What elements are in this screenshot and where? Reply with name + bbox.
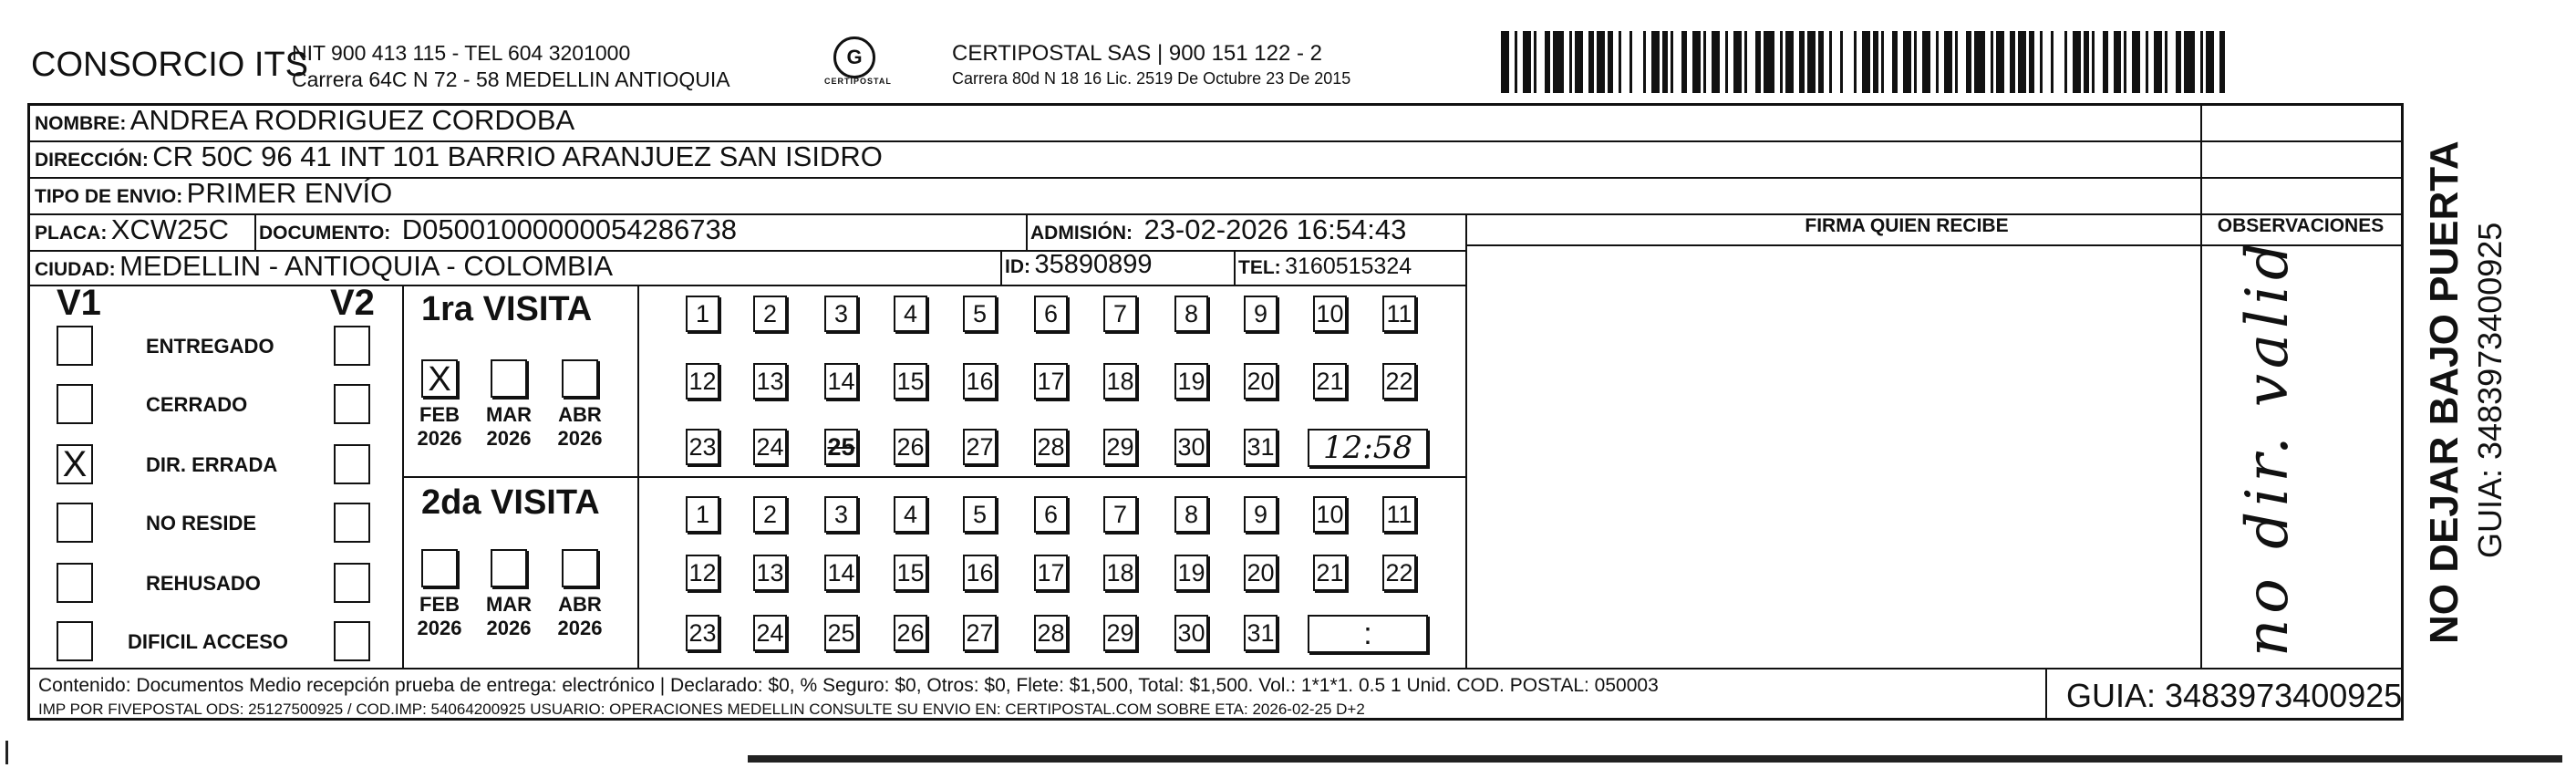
day-box[interactable]: 9 bbox=[1244, 296, 1278, 332]
visita1-time[interactable]: 12:58 bbox=[1308, 429, 1428, 467]
tel-label: TEL: bbox=[1238, 257, 1281, 278]
admision-label: ADMISIÓN: bbox=[1030, 223, 1133, 244]
visita1-title: 1ra VISITA bbox=[421, 290, 593, 328]
logo-text: CERTIPOSTAL bbox=[824, 77, 892, 86]
day-box[interactable]: 28 bbox=[1034, 615, 1068, 651]
visita2-title: 2da VISITA bbox=[421, 483, 600, 522]
day-box[interactable]: 19 bbox=[1174, 363, 1208, 400]
day-box[interactable]: 20 bbox=[1244, 363, 1278, 400]
day-box[interactable]: 6 bbox=[1034, 496, 1068, 533]
day-box[interactable]: 6 bbox=[1034, 296, 1068, 332]
day-box[interactable]: 5 bbox=[963, 296, 997, 332]
day-box[interactable]: 31 bbox=[1244, 429, 1278, 465]
visita2-time[interactable]: : bbox=[1308, 615, 1428, 653]
v1-checkbox[interactable] bbox=[57, 326, 93, 366]
v2-checkbox[interactable] bbox=[334, 563, 370, 603]
day-box[interactable]: 5 bbox=[963, 496, 997, 533]
v2-checkbox[interactable] bbox=[334, 384, 370, 424]
day-box[interactable]: 1 bbox=[686, 296, 719, 332]
admision-row bbox=[1030, 213, 1406, 246]
day-box[interactable]: 20 bbox=[1244, 555, 1278, 591]
day-box[interactable]: 27 bbox=[963, 615, 997, 651]
day-box[interactable]: 8 bbox=[1174, 296, 1208, 332]
day-box[interactable]: 23 bbox=[686, 615, 719, 651]
id-row bbox=[1005, 250, 1152, 280]
day-box[interactable]: 7 bbox=[1103, 296, 1137, 332]
v1-checkbox[interactable] bbox=[57, 621, 93, 661]
v1-checkbox[interactable] bbox=[57, 563, 93, 603]
ciudad-label: CIUDAD: bbox=[35, 259, 116, 280]
placa-row bbox=[35, 213, 229, 246]
observaciones-header: OBSERVACIONES bbox=[2217, 215, 2385, 236]
documento-label: DOCUMENTO: bbox=[259, 223, 391, 244]
day-box[interactable]: 22 bbox=[1382, 555, 1416, 591]
day-box[interactable]: 11 bbox=[1382, 296, 1416, 332]
day-box[interactable]: 27 bbox=[963, 429, 997, 465]
day-box[interactable]: 15 bbox=[894, 555, 927, 591]
tipo-row bbox=[35, 177, 392, 210]
v1-header: V1 bbox=[57, 283, 101, 323]
courier-info bbox=[952, 40, 1350, 89]
company-address-line: Carrera 64C N 72 - 58 MEDELLIN ANTIOQUIA bbox=[292, 67, 730, 91]
day-box[interactable]: 31 bbox=[1244, 615, 1278, 651]
nombre-row bbox=[35, 104, 574, 137]
month-checkbox[interactable] bbox=[562, 549, 598, 587]
day-box[interactable]: 2 bbox=[753, 296, 787, 332]
day-box[interactable]: 26 bbox=[894, 429, 927, 465]
day-box[interactable]: 30 bbox=[1174, 429, 1208, 465]
company-info bbox=[292, 40, 730, 93]
v1-checkbox[interactable] bbox=[57, 503, 93, 543]
day-box[interactable]: 30 bbox=[1174, 615, 1208, 651]
day-box[interactable]: 2 bbox=[753, 496, 787, 533]
status-label: ENTREGADO bbox=[146, 335, 274, 358]
month-checkbox[interactable]: X bbox=[421, 359, 458, 398]
day-box[interactable]: 12 bbox=[686, 363, 719, 400]
month-label: MAR 2026 bbox=[485, 403, 533, 450]
day-box[interactable]: 10 bbox=[1313, 296, 1347, 332]
day-box[interactable]: 11 bbox=[1382, 496, 1416, 533]
v2-header: V2 bbox=[330, 283, 375, 323]
side-guia: GUIA: 3483973400925 bbox=[2471, 222, 2509, 558]
v1-checkbox[interactable] bbox=[57, 384, 93, 424]
day-box[interactable]: 8 bbox=[1174, 496, 1208, 533]
day-box[interactable]: 9 bbox=[1244, 496, 1278, 533]
day-box[interactable]: 22 bbox=[1382, 363, 1416, 400]
tipo-label: TIPO DE ENVIO: bbox=[35, 186, 183, 207]
certipostal-logo-icon: G bbox=[833, 36, 875, 78]
documento-row bbox=[259, 213, 737, 246]
v2-checkbox[interactable] bbox=[334, 444, 370, 484]
month-checkbox[interactable] bbox=[491, 549, 527, 587]
day-box[interactable]: 29 bbox=[1103, 429, 1137, 465]
id-value: 35890899 bbox=[1034, 250, 1153, 279]
day-box[interactable]: 7 bbox=[1103, 496, 1137, 533]
status-label: CERRADO bbox=[146, 393, 248, 416]
month-checkbox[interactable] bbox=[562, 359, 598, 398]
day-box[interactable]: 4 bbox=[894, 296, 927, 332]
month-label: FEB 2026 bbox=[417, 593, 462, 639]
status-label: DIFICIL ACCESO bbox=[128, 630, 289, 653]
v2-checkbox[interactable] bbox=[334, 503, 370, 543]
footer-imp: IMP POR FIVEPOSTAL ODS: 25127500925 / COD.IMP: 54064200925 USUARIO: OPERACIONES MEDELLIN CONSULTE SU ENVIO EN: CERTIPOSTAL.COM SOBRE ETA: 2026-02-25 D+2 bbox=[38, 701, 1365, 718]
day-box[interactable]: 4 bbox=[894, 496, 927, 533]
day-box[interactable]: 18 bbox=[1103, 363, 1137, 400]
admision-value: 23-02-2026 16:54:43 bbox=[1143, 213, 1407, 245]
side-warning: NO DEJAR BAJO PUERTA bbox=[2422, 140, 2467, 644]
nombre-value: ANDREA RODRIGUEZ CORDOBA bbox=[129, 104, 575, 136]
observation-handwriting: no dir. valid bbox=[2234, 237, 2302, 657]
day-box[interactable]: 28 bbox=[1034, 429, 1068, 465]
company-nit-line: NIT 900 413 115 - TEL 604 3201000 bbox=[292, 41, 631, 65]
day-box[interactable]: 18 bbox=[1103, 555, 1137, 591]
direccion-value: CR 50C 96 41 INT 101 BARRIO ARANJUEZ SAN ISIDRO bbox=[152, 140, 883, 172]
company-name: CONSORCIO ITS bbox=[31, 46, 309, 84]
direccion-row bbox=[35, 140, 883, 173]
day-box[interactable]: 3 bbox=[824, 296, 858, 332]
month-label: MAR 2026 bbox=[485, 593, 533, 639]
day-box[interactable]: 23 bbox=[686, 429, 719, 465]
day-box[interactable]: 1 bbox=[686, 496, 719, 533]
day-box[interactable]: 26 bbox=[894, 615, 927, 651]
day-box[interactable]: 16 bbox=[963, 363, 997, 400]
footer-contenido: Contenido: Documentos Medio recepción prueba de entrega: electrónico | Declarado: $0, % Seguro: $0, Otros: $0, Flete: $1,500, Total: $1,500. Vol.: 1*1*1. 0.5 1 Unid. COD. POSTAL: 050003 bbox=[38, 675, 1659, 696]
day-box[interactable]: 17 bbox=[1034, 363, 1068, 400]
day-box[interactable]: 21 bbox=[1313, 363, 1347, 400]
day-box[interactable]: 13 bbox=[753, 555, 787, 591]
edge-line bbox=[748, 755, 2562, 763]
day-box[interactable]: 14 bbox=[824, 555, 858, 591]
day-box[interactable]: 25 bbox=[824, 615, 858, 651]
placa-value: XCW25C bbox=[110, 213, 229, 245]
placa-label: PLACA: bbox=[35, 223, 108, 244]
v2-checkbox[interactable] bbox=[334, 326, 370, 366]
firma-header: FIRMA QUIEN RECIBE bbox=[1805, 215, 2009, 236]
v1-checkbox[interactable]: X bbox=[57, 444, 93, 484]
ciudad-row bbox=[35, 250, 613, 283]
day-box[interactable]: 3 bbox=[824, 496, 858, 533]
day-box[interactable]: 17 bbox=[1034, 555, 1068, 591]
day-box[interactable]: 29 bbox=[1103, 615, 1137, 651]
day-box[interactable]: 12 bbox=[686, 555, 719, 591]
footer-guia: GUIA: 3483973400925 bbox=[2066, 677, 2403, 714]
ciudad-value: MEDELLIN - ANTIOQUIA - COLOMBIA bbox=[119, 250, 613, 282]
day-box[interactable]: 13 bbox=[753, 363, 787, 400]
day-box[interactable]: 21 bbox=[1313, 555, 1347, 591]
nombre-label: NOMBRE: bbox=[35, 113, 127, 134]
status-label: REHUSADO bbox=[146, 572, 261, 595]
day-box[interactable]: 10 bbox=[1313, 496, 1347, 533]
status-label: NO RESIDE bbox=[146, 512, 257, 534]
day-box[interactable]: 14 bbox=[824, 363, 858, 400]
documento-value: D05001000000054286738 bbox=[401, 213, 737, 245]
status-label: DIR. ERRADA bbox=[146, 453, 278, 476]
month-checkbox[interactable] bbox=[421, 549, 458, 587]
barcode bbox=[1501, 31, 2225, 93]
day-box[interactable]: 24 bbox=[753, 615, 787, 651]
tel-value: 3160515324 bbox=[1285, 254, 1412, 279]
day-box[interactable]: 24 bbox=[753, 429, 787, 465]
tel-row bbox=[1238, 254, 1412, 280]
edge-mark bbox=[5, 741, 8, 764]
month-label: FEB 2026 bbox=[417, 403, 462, 450]
day-box[interactable]: 16 bbox=[963, 555, 997, 591]
day-box[interactable]: 25 bbox=[824, 429, 858, 465]
tipo-value: PRIMER ENVÍO bbox=[186, 177, 393, 209]
month-label: ABR 2026 bbox=[557, 593, 603, 639]
month-checkbox[interactable] bbox=[491, 359, 527, 398]
direccion-label: DIRECCIÓN: bbox=[35, 150, 149, 171]
day-box[interactable]: 19 bbox=[1174, 555, 1208, 591]
v2-checkbox[interactable] bbox=[334, 621, 370, 661]
id-label: ID: bbox=[1005, 256, 1030, 277]
day-box[interactable]: 15 bbox=[894, 363, 927, 400]
courier-address-line: Carrera 80d N 18 16 Lic. 2519 De Octubre 23 De 2015 bbox=[952, 69, 1351, 88]
courier-nit-line: CERTIPOSTAL SAS | 900 151 122 - 2 bbox=[952, 41, 1322, 66]
month-label: ABR 2026 bbox=[557, 403, 603, 450]
